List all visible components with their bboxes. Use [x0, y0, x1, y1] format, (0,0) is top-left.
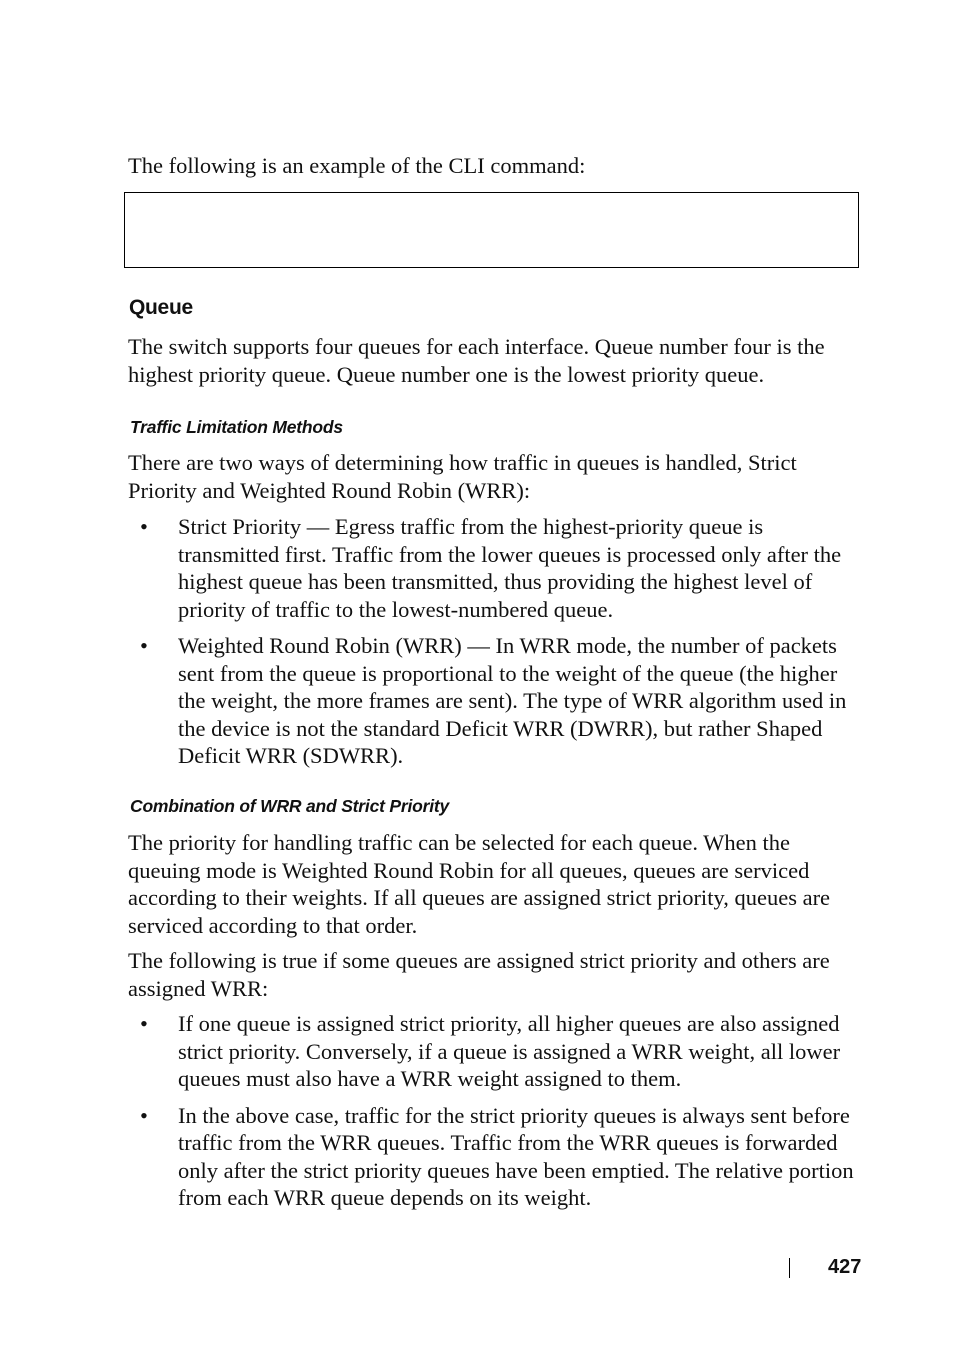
term-strict-priority: Strict Priority: [178, 514, 302, 539]
cli-example-box: [124, 192, 859, 268]
combination-rules-list: [128, 1010, 858, 1212]
bullet-icon: •: [140, 514, 148, 539]
bullet-icon: •: [140, 1102, 148, 1128]
subheading-traffic-limitation: Traffic Limitation Methods: [130, 417, 343, 437]
list-item-text: If one queue is assigned strict priority, all higher queues are also assigned strict priority. Conversely, if a queue is assigned a WRR weight, all lower queues must also have a WRR weight assigned to them.: [178, 1011, 841, 1091]
page-number: 427: [828, 1256, 862, 1278]
footer-divider: [789, 1258, 790, 1278]
list-item-text: In the above case, traffic for the strict priority queues is always sent before traffic from the WRR queues. Traffic from the WRR queues is forwarded only after the strict priority queues have been emptied. The relative portion from each WRR queue depends on its weight.: [178, 1102, 854, 1210]
section-heading-queue: Queue: [129, 296, 193, 319]
list-item: [128, 1010, 858, 1093]
term-wrr: Weighted Round Robin (WRR): [178, 633, 462, 658]
subheading-combination: Combination of WRR and Strict Priority: [130, 796, 450, 816]
list-item: [128, 1102, 858, 1212]
definition-text: — Egress traffic from the highest-priority queue is transmitted first. Traffic from the lower queues is processed only after the highest queue has been transmitted, thus providing the highest level of priority of traffic to the lowest-numbered queue.: [178, 514, 842, 622]
traffic-limitation-intro: There are two ways of determining how traffic in queues is handled, Strict Priority and Weighted Round Robin (WRR):: [128, 450, 797, 503]
bullet-icon: •: [140, 1011, 148, 1036]
bullet-icon: •: [140, 633, 148, 658]
combination-paragraph-2: The following is true if some queues are assigned strict priority and others are assigned WRR:: [128, 948, 830, 1001]
list-item: [128, 632, 858, 770]
combination-paragraph-1: The priority for handling traffic can be selected for each queue. When the queuing mode is Weighted Round Robin for all queues, queues are serviced according to their weights. If all queues are assigned strict priority, queues are serviced according to that order.: [128, 830, 831, 938]
intro-paragraph: The following is an example of the CLI command:: [128, 153, 586, 178]
queue-intro-paragraph: The switch supports four queues for each interface. Queue number four is the highest priority queue. Queue number one is the lowest priority queue.: [128, 334, 825, 387]
list-item: [128, 513, 858, 623]
definition-text: — In WRR mode, the number of packets sent from the queue is proportional to the weight of the queue (the higher the weight, the more frames are sent). The type of WRR algorithm used in the device is not the standard Deficit WRR (DWRR), but rather Shaped Deficit WRR (SDWRR).: [178, 633, 847, 768]
traffic-methods-list: [128, 513, 858, 770]
